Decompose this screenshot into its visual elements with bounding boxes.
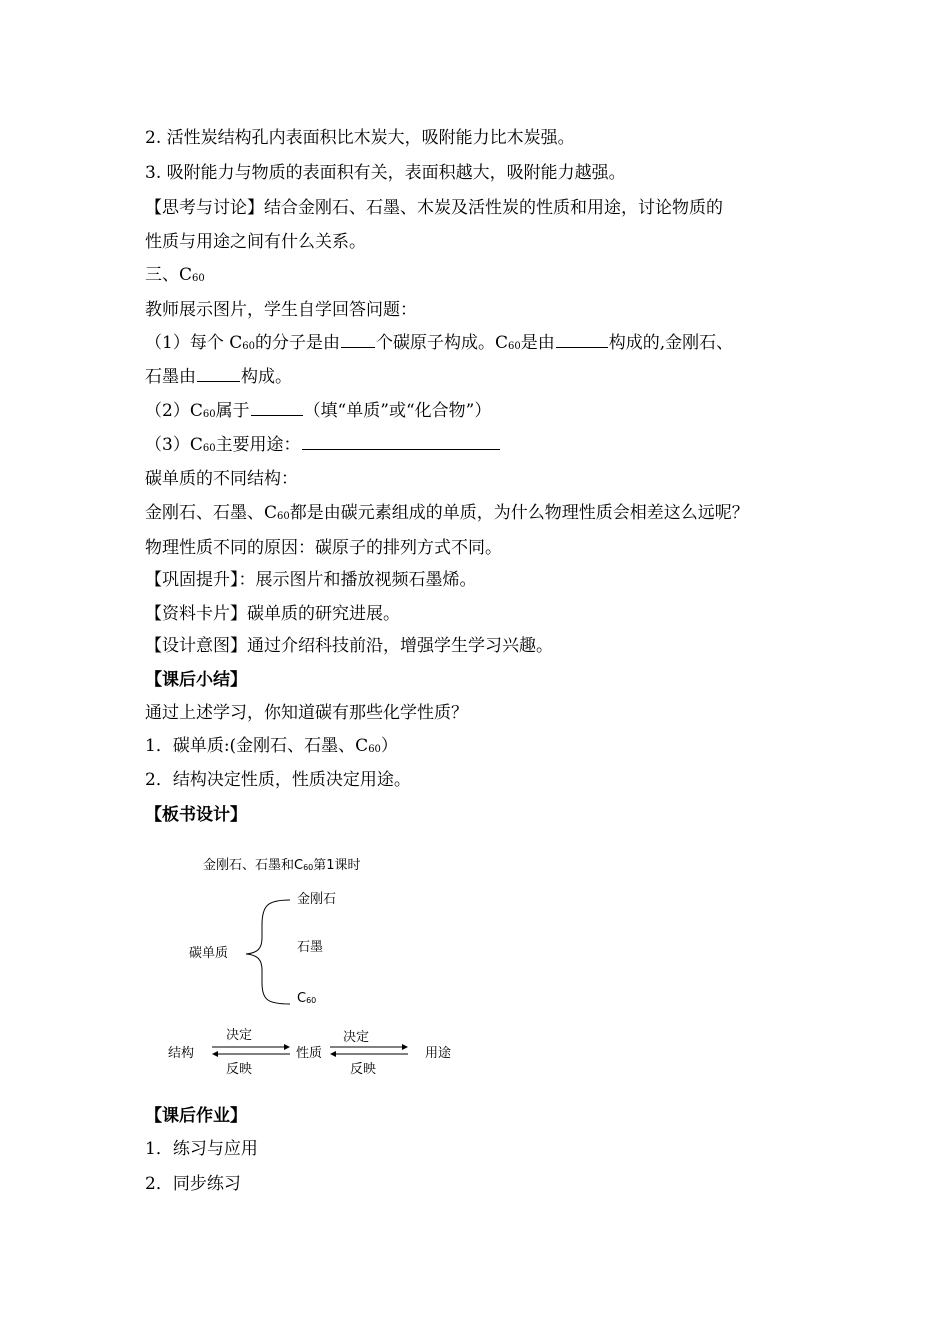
section-heading-summary: 【课后小结】 — [145, 670, 247, 690]
node-use: 用途 — [425, 1046, 452, 1061]
text-span: 石墨由 — [145, 367, 196, 387]
branch-c60 — [297, 991, 316, 1009]
subscript: 60 — [202, 443, 216, 454]
text-line: 【巩固提升】：展示图片和播放视频石墨烯。 — [145, 570, 477, 590]
blank-line — [556, 332, 608, 348]
subscript: 60 — [202, 409, 216, 420]
node-property: 性质 — [296, 1046, 323, 1061]
text-span: 都是由碳元素组成的单质，为什么物理性质会相差这么远呢？ — [289, 503, 749, 523]
text-span: 第1课时 — [313, 858, 361, 873]
text-span: 1．碳单质:(金刚石、石墨、C — [145, 736, 369, 756]
subscript: 60 — [303, 863, 314, 872]
text-line: 3. 吸附能力与物质的表面积有关，表面积越大，吸附能力越强。 — [145, 163, 626, 183]
subscript: 60 — [192, 273, 205, 284]
board-diagram — [160, 850, 480, 1085]
text-line: 2．同步练习 — [145, 1174, 241, 1194]
node-structure: 结构 — [168, 1046, 195, 1061]
section-heading-homework: 【课后作业】 — [145, 1106, 247, 1126]
text-line: 1．练习与应用 — [145, 1139, 258, 1159]
text-span: 金刚石、石墨、C — [145, 503, 278, 523]
section-heading-board: 【板书设计】 — [145, 805, 247, 825]
text-span: 构成。 — [241, 367, 292, 387]
arrowhead — [402, 1044, 408, 1050]
arrowhead — [330, 1051, 336, 1057]
branch-graphite: 石墨 — [297, 940, 324, 955]
text-span: 主要用途： — [215, 435, 301, 455]
question-2 — [145, 400, 491, 426]
text-line: 教师展示图片，学生自学回答问题： — [145, 300, 417, 320]
label-reflects-1: 反映 — [226, 1062, 253, 1077]
text-span: （填“单质”或“化合物”） — [303, 401, 492, 421]
question-3 — [145, 434, 501, 460]
subscript: 60 — [507, 341, 521, 352]
text-span: 是由 — [520, 333, 555, 353]
brace — [246, 900, 290, 1004]
text-line: 【资料卡片】碳单质的研究进展。 — [145, 604, 400, 624]
diagram-title — [203, 858, 361, 876]
text-span: ） — [380, 736, 398, 756]
label-decides-1: 决定 — [226, 1028, 253, 1043]
text-line: 2. 活性炭结构孔内表面积比木炭大，吸附能力比木炭强。 — [145, 128, 575, 148]
blank-line — [251, 400, 303, 416]
blank-line — [197, 366, 240, 382]
arrowhead — [212, 1051, 218, 1057]
question-1-cont — [145, 366, 292, 388]
text-span: 金刚石、石墨和C — [203, 858, 304, 873]
label-reflects-2: 反映 — [350, 1062, 377, 1077]
text-span: 构成的,金刚石、 — [608, 333, 734, 353]
subscript: 60 — [242, 341, 255, 352]
text-line: 通过上述学习，你知道碳有那些化学性质？ — [145, 703, 468, 723]
subscript: 60 — [277, 511, 290, 522]
text-span: 属于 — [215, 401, 250, 421]
branch-diamond: 金刚石 — [297, 892, 337, 907]
arrowhead — [284, 1044, 290, 1050]
text-line — [145, 502, 749, 528]
root-carbon-element: 碳单质 — [189, 946, 229, 961]
text-span: （1）每个 C — [145, 333, 243, 353]
text-line: 2．结构决定性质，性质决定用途。 — [145, 770, 411, 790]
label-decides-2: 决定 — [343, 1030, 370, 1045]
text-span: （3）C — [145, 435, 203, 455]
text-line: 【设计意图】通过介绍科技前沿，增强学生学习兴趣。 — [145, 636, 553, 656]
text-line — [145, 735, 398, 761]
text-span: 三、C — [145, 265, 193, 285]
text-span: 个碳原子构成。C — [375, 333, 508, 353]
section-heading — [145, 264, 205, 290]
text-line: 【思考与讨论】结合金刚石、石墨、木炭及活性炭的性质和用途，讨论物质的 — [145, 198, 723, 218]
text-span: 的分子是由 — [254, 333, 340, 353]
text-line: 性质与用途之间有什么关系。 — [145, 232, 366, 252]
blank-line — [302, 434, 500, 450]
blank-line — [341, 332, 375, 348]
question-1 — [145, 332, 733, 358]
text-line: 物理性质不同的原因：碳原子的排列方式不同。 — [145, 538, 502, 558]
subscript: 60 — [306, 996, 317, 1005]
text-span: C — [297, 991, 307, 1006]
subscript: 60 — [368, 744, 381, 755]
text-span: （2）C — [145, 401, 203, 421]
text-line: 碳单质的不同结构： — [145, 469, 298, 489]
